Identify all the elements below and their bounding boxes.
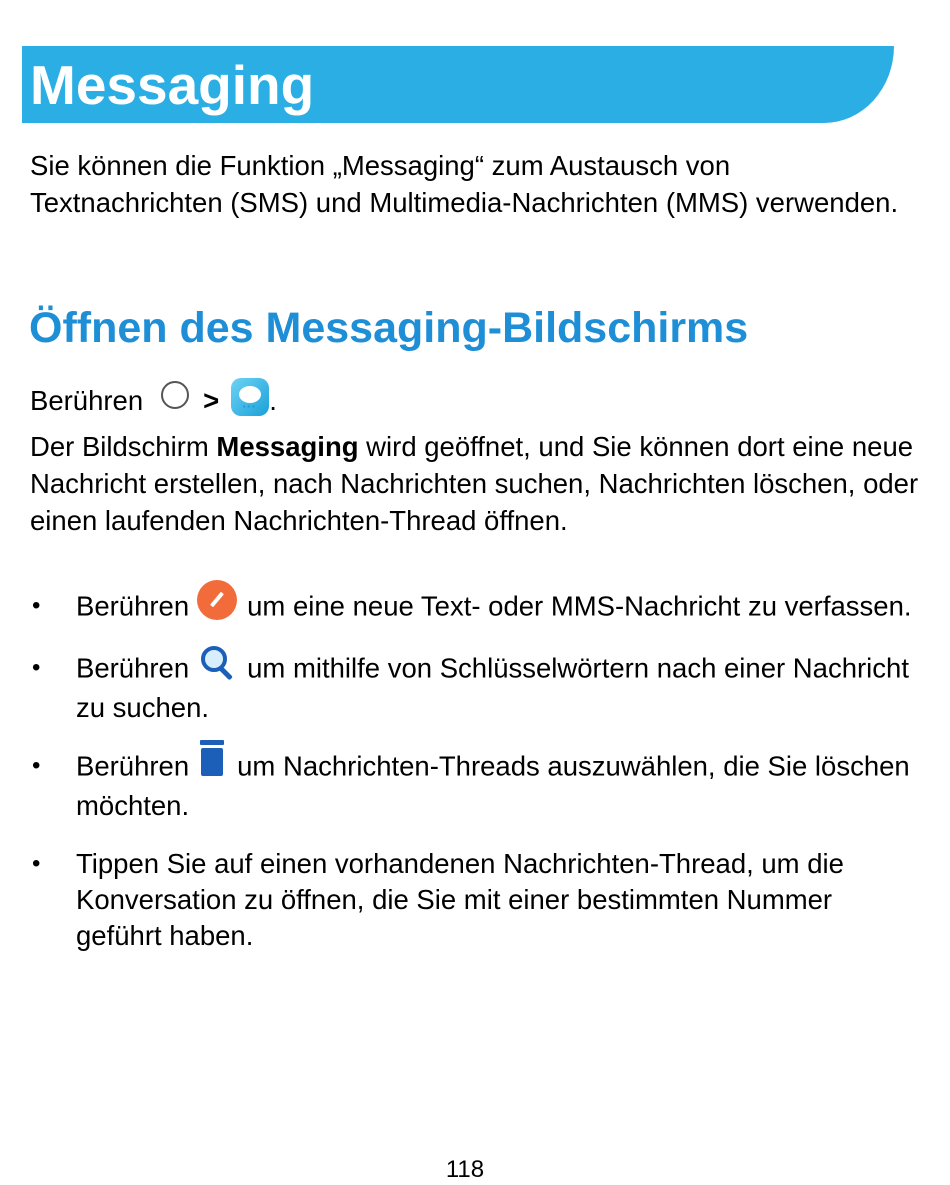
bullet-list [30,588,920,954]
touch-prefix: Berühren [30,385,144,416]
section-heading: Öffnen des Messaging-Bildschirms [29,304,749,352]
bullet-text: um Nachrichten-Threads auszuwählen, die Sie löschen möchten. [76,750,910,821]
desc-after: wird geöffnet, und Sie können dort eine neue Nachricht erstellen, nach Nachrichten suchen, Nachrichten löschen, oder einen laufenden Nachrichten-Thread öffnen. [30,431,919,536]
list-item [30,748,920,824]
touch-instruction [30,376,277,426]
search-icon [197,642,237,682]
trash-icon [197,740,227,780]
bullet-text: Tippen Sie auf einen vorhandenen Nachrichten-Thread, um die Konversation zu öffnen, die Sie mit einer bestimmten Nummer geführt haben. [76,848,844,951]
bullet-prefix: Berühren [76,590,190,622]
bullet-text: um eine neue Text- oder MMS-Nachricht zu verfassen. [247,590,912,622]
intro-paragraph: Sie können die Funktion „Messaging“ zum Austausch von Textnachrichten (SMS) und Multimedia-Nachrichten (MMS) verwenden. [30,150,899,218]
bullet-prefix: Berühren [76,750,190,782]
list-item [30,588,920,628]
page-number: 118 [445,1156,485,1183]
page-title: Messaging [30,54,315,116]
list-item [30,846,920,954]
title-banner [22,46,894,123]
bullet-dot: • [32,850,41,877]
separator: > [203,385,220,416]
home-circle-icon [161,381,189,409]
bullet-dot: • [32,752,41,779]
bullet-dot: • [32,654,41,681]
list-item [30,650,920,726]
desc-before: Der Bildschirm [30,431,217,462]
compose-icon [197,580,237,620]
bullet-dot: • [32,592,41,619]
desc-bold: Messaging [216,431,359,462]
bullet-text: um mithilfe von Schlüsselwörtern nach einer Nachricht zu suchen. [76,652,909,723]
bullet-prefix: Berühren [76,652,190,684]
description-paragraph [30,428,920,539]
messaging-app-icon [231,378,269,416]
touch-suffix: . [269,385,277,416]
